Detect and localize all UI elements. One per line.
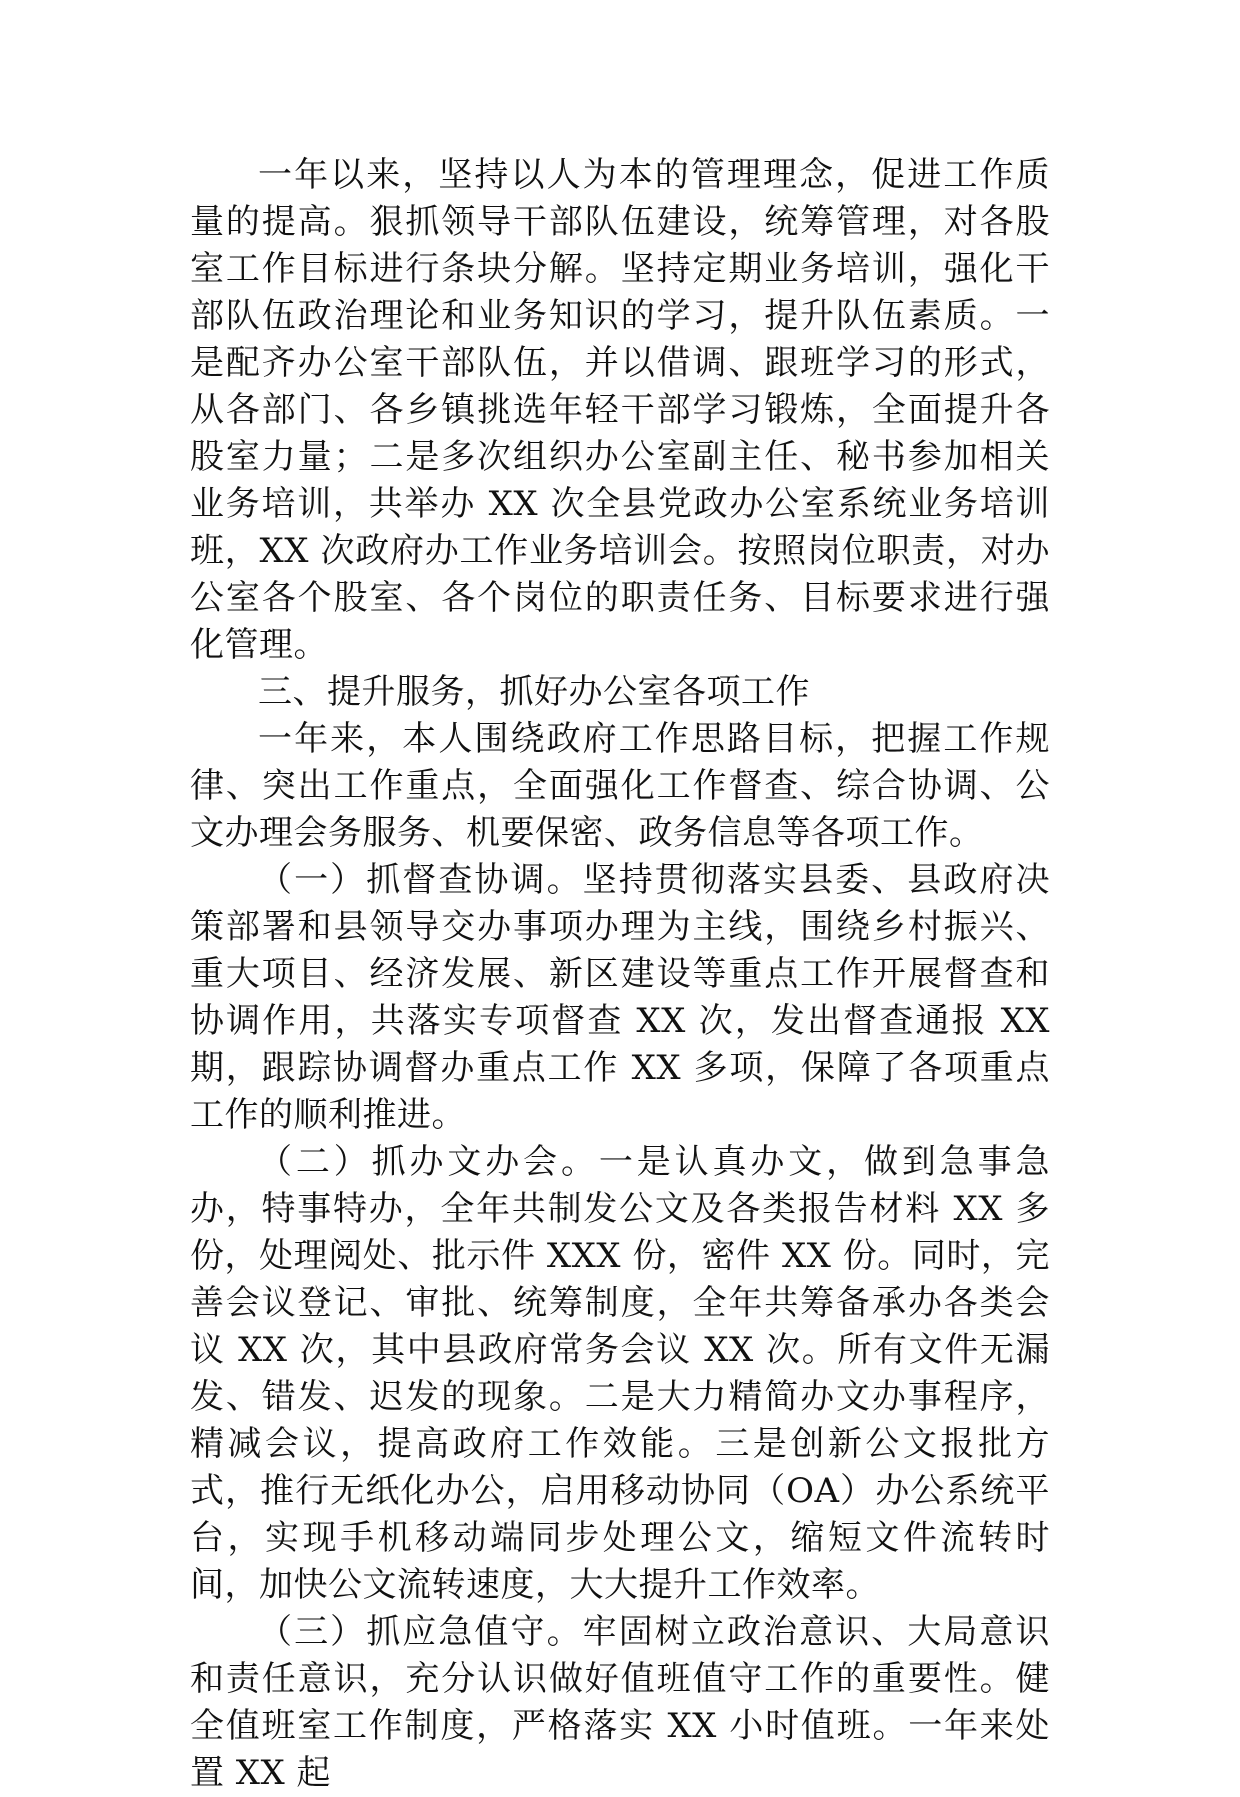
paragraph-staff-management: 一年以来，坚持以人为本的管理理念，促进工作质量的提高。狠抓领导干部队伍建设，统筹管理，对各股室工作目标进行条块分解。坚持定期业务培训，强化干部队伍政治理论和业务知识的学习，提升队伍素质。一是配齐办公室干部队伍，并以借调、跟班学习的形式，从各部门、各乡镇挑选年轻干部学习锻炼，全面提升各股室力量；二是多次组织办公室副主任、秘书参加相关业务培训，共举办 XX 次全县党政办公室系统业务培训班，XX 次政府办工作业务培训会。按照岗位职责，对办公室各个股室、各个岗位的职责任务、目标要求进行强化管理。 xyxy=(190,155,1050,665)
paragraph-documents-meetings: （二）抓办文办会。一是认真办文，做到急事急办，特事特办，全年共制发公文及各类报告材料 XX 多份，处理阅处、批示件 XXX 份，密件 XX 份。同时，完善会议登记、审批、统筹制度，全年共筹备承办各类会议 XX 次，其中县政府常务会议 XX 次。所有文件无漏发、错发、迟发的现象。二是大力精简办文办事程序，精减会议，提高政府工作效能。三是创新公文报批方式，推行无纸化办公，启用移动协同（OA）办公系统平台，实现手机移动端同步处理公文，缩短文件流转时间，加快公文流转速度，大大提升工作效率。 xyxy=(190,1142,1050,1605)
paragraph-overview: 一年来，本人围绕政府工作思路目标，把握工作规律、突出工作重点，全面强化工作督查、综合协调、公文办理会务服务、机要保密、政务信息等各项工作。 xyxy=(190,719,1050,853)
document-body xyxy=(190,152,1050,1797)
paragraph-supervision: （一）抓督查协调。坚持贯彻落实县委、县政府决策部署和县领导交办事项办理为主线，围绕乡村振兴、重大项目、经济发展、新区建设等重点工作开展督查和协调作用，共落实专项督查 XX 次，发出督查通报 XX 期，跟踪协调督办重点工作 XX 多项，保障了各项重点工作的顺利推进。 xyxy=(190,860,1050,1135)
section-heading-improve-service: 三、提升服务，抓好办公室各项工作 xyxy=(258,672,810,712)
paragraph-emergency-duty: （三）抓应急值守。牢固树立政治意识、大局意识和责任意识，充分认识做好值班值守工作的重要性。健全值班室工作制度，严格落实 XX 小时值班。一年来处置 XX 起 xyxy=(190,1612,1050,1793)
